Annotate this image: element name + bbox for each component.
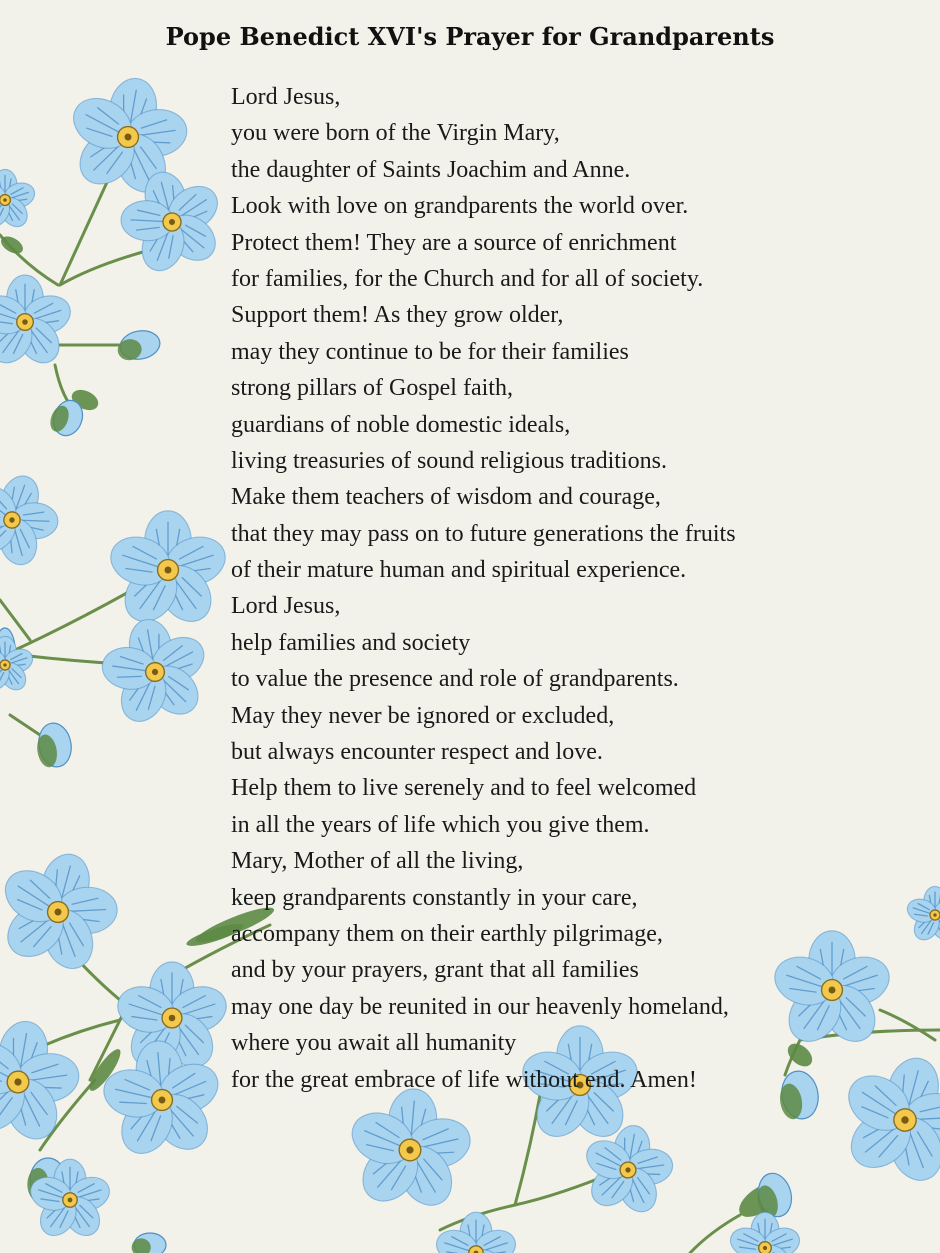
stem-icon — [10, 715, 40, 735]
prayer-line: and by your prayers, grant that all families — [231, 957, 639, 984]
prayer-line: Lord Jesus, — [231, 84, 341, 110]
forget-me-not-icon — [0, 460, 74, 582]
prayer-line: keep grandparents constantly in your care, — [231, 884, 638, 911]
prayer-line: where you await all humanity — [231, 1030, 517, 1057]
forget-me-not-icon — [0, 169, 38, 231]
prayer-line: for the great embrace of life without end. Amen! — [231, 1066, 697, 1093]
forget-me-not-icon — [339, 1083, 481, 1219]
prayer-line: in all the years of life which you give them. — [231, 811, 650, 838]
prayer-line: you were born of the Virgin Mary, — [231, 120, 560, 147]
prayer-line: Protect them! They are a source of enrichment — [231, 229, 677, 256]
prayer-line: help families and society — [231, 629, 471, 656]
forget-me-not-icon — [573, 1117, 684, 1224]
prayer-line: may one day be reunited in our heavenly homeland, — [231, 993, 729, 1020]
prayer-line: of their mature human and spiritual experience. — [231, 557, 687, 584]
prayer-text — [231, 79, 931, 1098]
leaf-icon — [0, 233, 26, 257]
flower-bud-icon — [115, 328, 162, 363]
prayer-line: to value the presence and role of grandparents. — [231, 666, 679, 693]
prayer-line: Look with love on grandparents the world over. — [231, 193, 689, 220]
flower-bud-icon — [33, 721, 75, 770]
prayer-line: Support them! As they grow older, — [231, 302, 564, 329]
prayer-line: guardians of noble domestic ideals, — [231, 411, 571, 438]
prayer-line: the daughter of Saints Joachim and Anne. — [231, 156, 631, 183]
forget-me-not-icon — [727, 1212, 804, 1253]
prayer-line: Make them teachers of wisdom and courage, — [231, 484, 661, 511]
prayer-line: living treasuries of sound religious traditions. — [231, 447, 667, 474]
flower-bud-icon — [132, 1233, 166, 1253]
prayer-line: for families, for the Church and for all of society. — [231, 265, 704, 292]
forget-me-not-icon — [432, 1212, 519, 1253]
prayer-line: May they never be ignored or excluded, — [231, 702, 615, 729]
page-title: Pope Benedict XVI's Prayer for Grandparents — [165, 22, 775, 51]
forget-me-not-icon — [0, 275, 75, 371]
forget-me-not-icon — [0, 636, 36, 694]
forget-me-not-icon — [90, 610, 221, 736]
stem-icon — [55, 365, 70, 405]
prayer-line: may they continue to be for their families — [231, 338, 629, 365]
forget-me-not-icon — [105, 511, 232, 632]
prayer-line: Help them to live serenely and to feel welcomed — [231, 775, 697, 802]
prayer-line: Lord Jesus, — [231, 593, 341, 620]
prayer-line: Mary, Mother of all the living, — [231, 848, 524, 875]
prayer-line: that they may pass on to future generations the fruits — [231, 520, 736, 547]
prayer-line: strong pillars of Gospel faith, — [231, 375, 513, 402]
prayer-line: but always encounter respect and love. — [231, 739, 603, 766]
forget-me-not-icon — [0, 838, 135, 987]
stem-icon — [515, 1095, 540, 1205]
stem-icon — [60, 180, 108, 285]
prayer-line: accompany them on their earthly pilgrimage, — [231, 920, 663, 947]
